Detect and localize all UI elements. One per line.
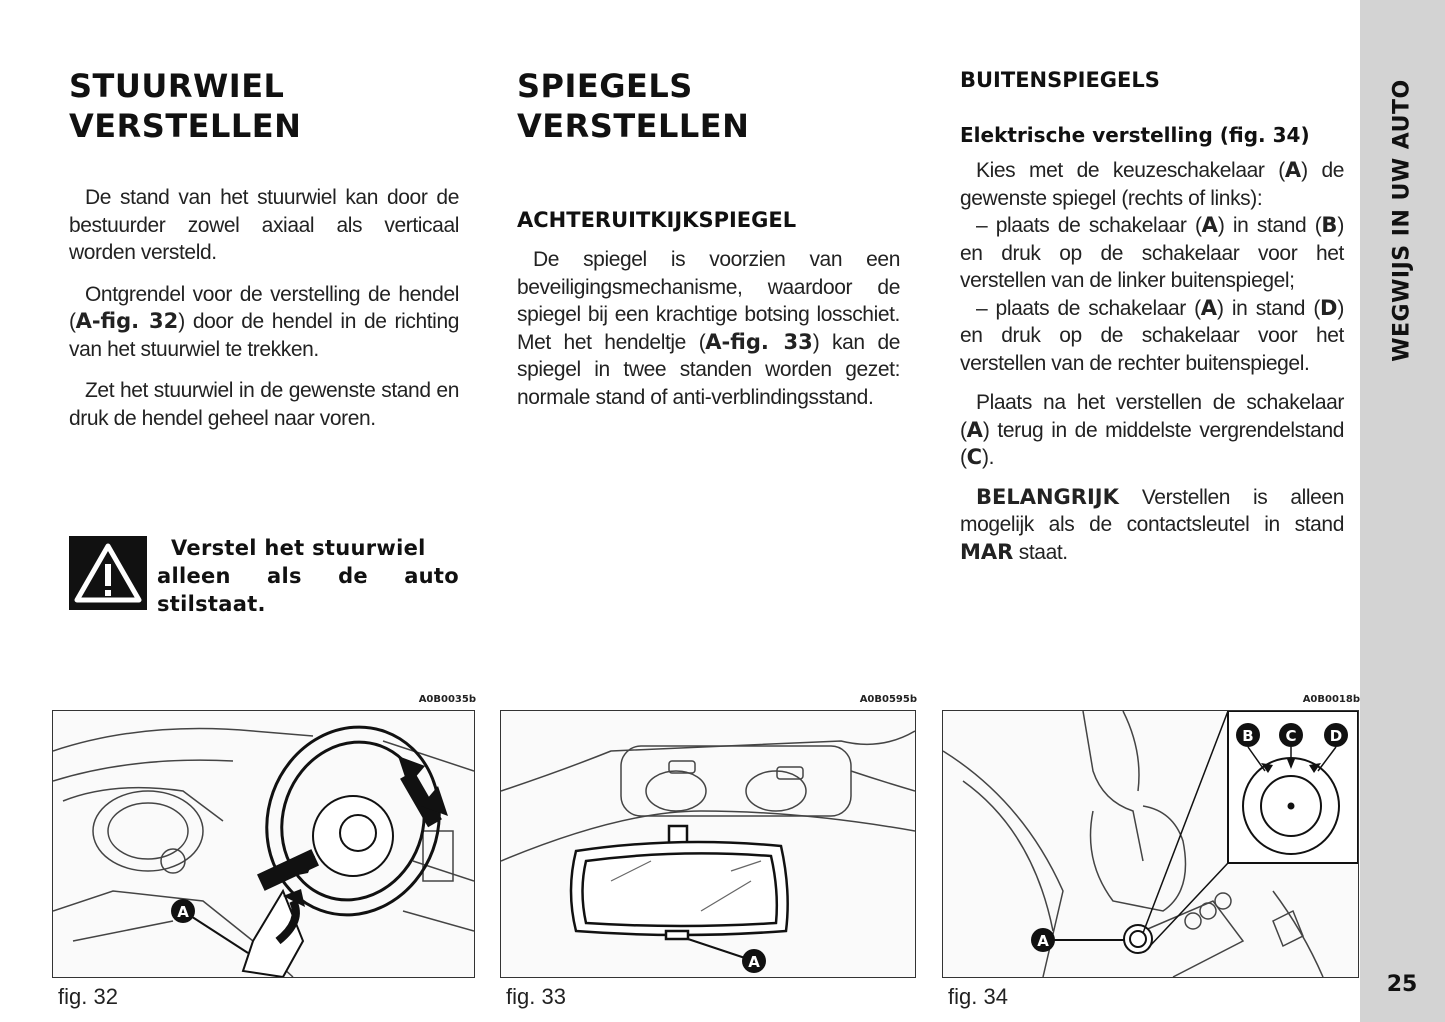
column-mirrors: [517, 66, 900, 411]
figure-code: A0B0035b: [418, 694, 476, 705]
callout-label: A: [748, 953, 760, 971]
mirror-switch-illustration: [943, 711, 1358, 977]
figure-33: [500, 694, 917, 1014]
paragraph: Zet het stuurwiel in de gewenste stand en druk de hendel geheel naar voren.: [69, 379, 459, 430]
subheading-electric-adjustment: Elektrische verstelling (fig. 34): [960, 123, 1310, 147]
figure-32: [52, 694, 476, 1014]
column-exterior-mirrors: [960, 66, 1344, 566]
figure-caption: fig. 34: [948, 984, 1008, 1009]
figure-code: A0B0018b: [1302, 694, 1360, 705]
page-number: 25: [1386, 972, 1418, 997]
svg-text:D: D: [1329, 727, 1343, 745]
figure-image: [942, 710, 1359, 978]
figure-caption: fig. 33: [506, 984, 566, 1009]
paragraph: – plaats de schakelaar (A) in stand (B) en druk op de schakelaar voor het verstellen van de linker buitenspiegel;: [960, 213, 1344, 292]
figure-34: [942, 694, 1360, 1014]
paragraph: De stand van het stuurwiel kan door de bestuurder zowel axiaal als verticaal worden versteld.: [69, 186, 459, 264]
paragraph: – plaats de schakelaar (A) in stand (D) en druk op de schakelaar voor het verstellen van de rechter buitenspiegel.: [960, 295, 1344, 375]
position-b-badge: [1236, 723, 1260, 747]
figure-code: A0B0595b: [859, 694, 917, 705]
heading-mirrors: SPIEGELS VERSTELLEN: [517, 67, 750, 145]
paragraph: Ontgrendel voor de verstelling de hendel (A-fig. 32) door de hendel in de richting van het stuurwiel te trekken.: [69, 282, 460, 361]
paragraph: BELANGRIJK Verstellen is alleen mogelijk als de contactsleutel in stand MAR staat.: [960, 484, 1344, 564]
warning-triangle-icon: [69, 536, 147, 610]
paragraph: Plaats na het verstellen de schakelaar (A) terug in de middelste vergrendelstand (C).: [960, 391, 1344, 469]
svg-text:B: B: [1242, 727, 1254, 745]
heading-exterior-mirrors: BUITENSPIEGELS: [960, 68, 1160, 92]
figure-caption: fig. 32: [58, 984, 118, 1009]
paragraph: Kies met de keuzeschakelaar (A) de gewenste spiegel (rechts of links):: [960, 158, 1344, 210]
paragraph: De spiegel is voorzien van een beveiligingsmechanisme, waardoor de spiegel bij een krachtige botsing losschiet. Met het hendeltje (A-fig. 33) kan de spiegel in twee standen worden gezet: normale stand of anti-verblindingsstand.: [517, 248, 901, 409]
heading-steering-wheel: STUURWIEL VERSTELLEN: [69, 67, 302, 145]
figure-image: [500, 710, 916, 978]
warning-box: [69, 534, 459, 614]
svg-text:C: C: [1285, 727, 1297, 745]
callout-label: A: [177, 903, 189, 921]
column-steering-wheel: [69, 66, 459, 432]
sidebar-title: WEGWIJS IN UW AUTO: [1389, 78, 1415, 362]
steering-wheel-illustration: [53, 711, 474, 977]
warning-text: Verstel het stuurwiel alleen als de auto stilstaat.: [157, 536, 459, 616]
rearview-mirror-illustration: [501, 711, 915, 977]
subheading-rearview-mirror: ACHTERUITKIJKSPIEGEL: [517, 208, 797, 232]
callout-label: A: [1037, 932, 1049, 950]
position-d-badge: [1324, 723, 1348, 747]
position-c-badge: [1279, 723, 1303, 747]
figure-image: [52, 710, 475, 978]
